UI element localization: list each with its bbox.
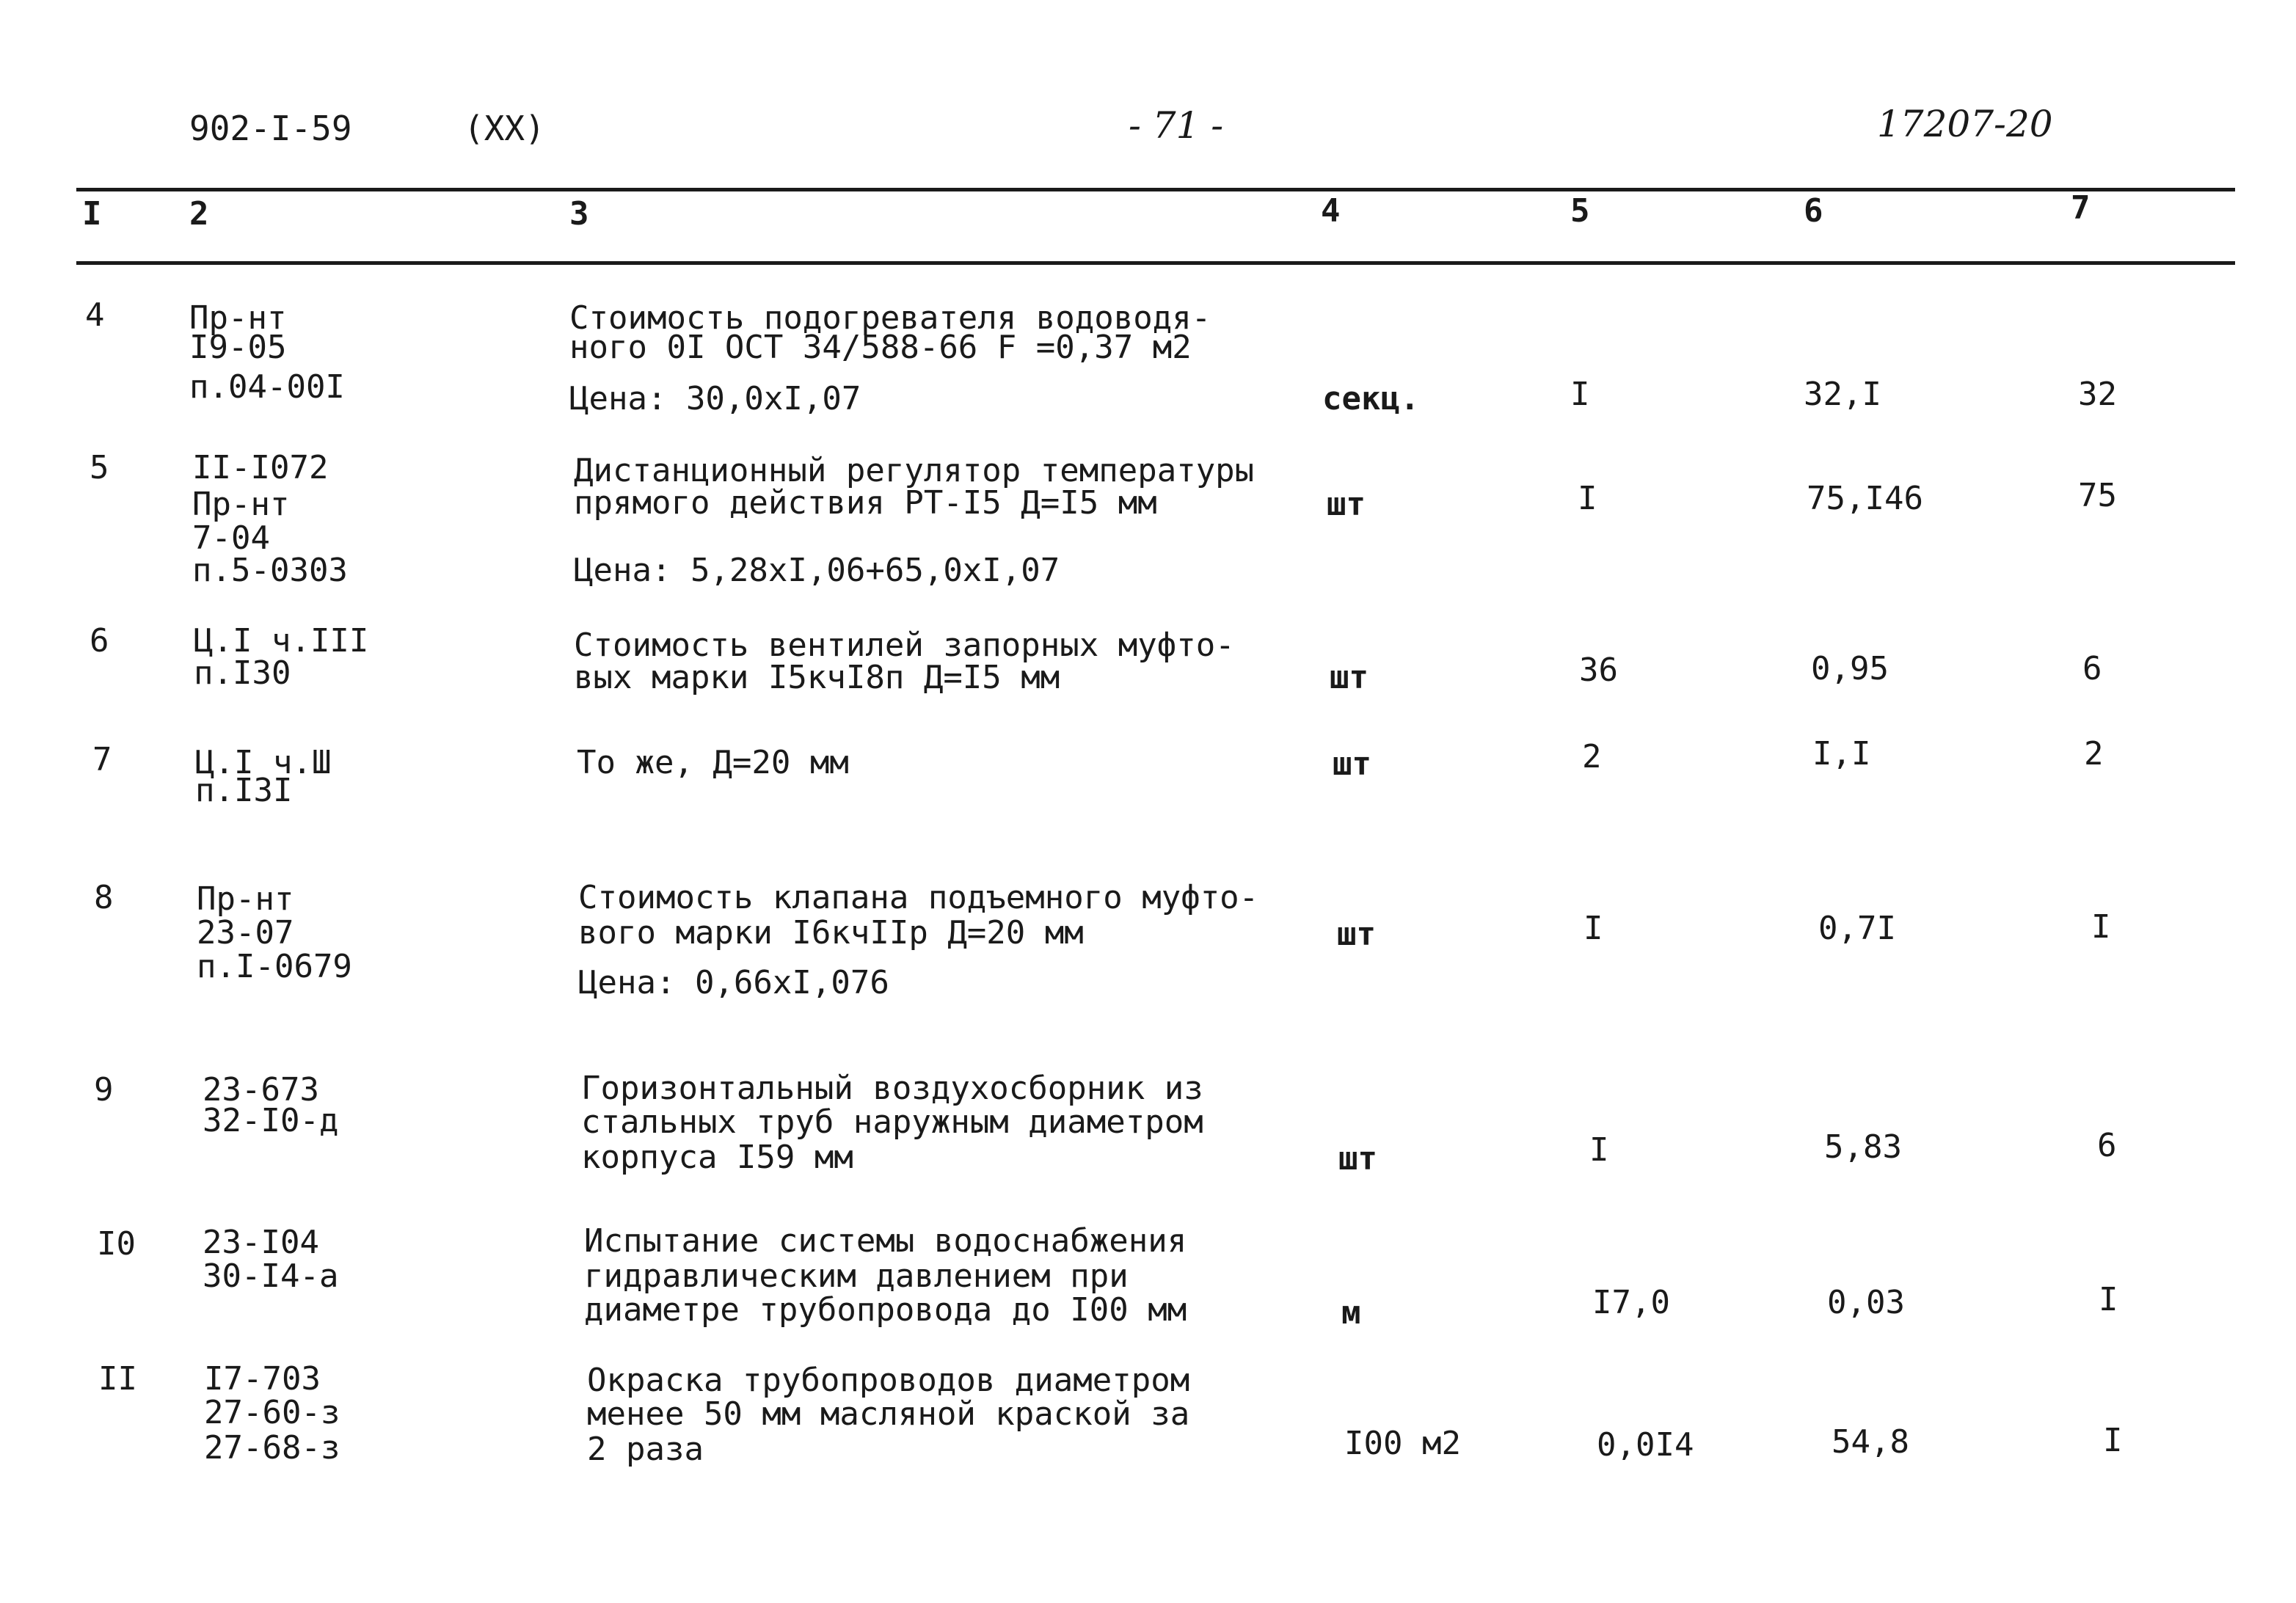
quantity: I [1589, 1131, 1609, 1169]
description-line: Стоимость клапана подъемного муфто- [578, 879, 1259, 916]
column-header-3: 3 [569, 195, 589, 233]
quantity: I [1583, 910, 1603, 947]
ref-line: I7-703 [204, 1360, 321, 1398]
column-header-5: 5 [1570, 192, 1590, 230]
unit-price: I,I [1812, 735, 1871, 773]
description-line: вого марки I6кчIIр Д=20 мм [578, 914, 1084, 952]
total: I [2103, 1422, 2123, 1459]
description-line: менее 50 мм масляной краской за [587, 1395, 1190, 1433]
unit: шт [1338, 1140, 1377, 1177]
ref-line: 23-07 [197, 914, 294, 952]
unit: шт [1333, 745, 1371, 783]
row-number: 9 [94, 1071, 114, 1109]
unit: секц. [1322, 380, 1420, 417]
column-header-7: 7 [2071, 189, 2091, 227]
ref-line: Пр-нт [192, 486, 290, 523]
quantity: 2 [1582, 738, 1602, 775]
unit: шт [1327, 486, 1366, 523]
unit-price: 32,I [1804, 376, 1881, 413]
row-number: 5 [90, 449, 109, 486]
description-line: вых марки I5кчI8п Д=I5 мм [574, 659, 1060, 696]
price-formula: Цена: 5,28хI,06+65,0хI,07 [574, 552, 1060, 589]
column-header-6: 6 [1804, 192, 1823, 230]
table-top-rule [76, 188, 2235, 191]
price-formula: Цена: 30,0хI,07 [569, 380, 861, 417]
row-number: 4 [85, 296, 105, 334]
ref-line: 27-68-з [204, 1429, 340, 1467]
ref-line: п.5-0303 [192, 552, 348, 589]
description-line: 2 раза [587, 1431, 704, 1468]
total: 2 [2084, 735, 2104, 773]
unit-price: 75,I46 [1807, 480, 1923, 517]
ref-line: 30-I4-а [203, 1257, 339, 1295]
unit: м [1341, 1294, 1361, 1332]
issue-number: (XX) [464, 109, 545, 148]
total: I [2099, 1281, 2118, 1318]
description-line: диаметре трубопровода до I00 мм [584, 1291, 1187, 1329]
ref-line: Ц.I ч.Ш [195, 744, 332, 781]
ref-line: 23-I04 [203, 1224, 319, 1261]
document-code: 902-I-59 [189, 109, 352, 148]
quantity: 36 [1579, 651, 1618, 689]
description-line: Дистанционный регулятор температуры [574, 452, 1255, 489]
total: 6 [2082, 650, 2102, 687]
unit-price: 0,7I [1818, 910, 1896, 947]
ref-line: п.I30 [194, 654, 291, 692]
ref-line: 27-60-з [204, 1394, 340, 1431]
quantity: I [1570, 376, 1590, 413]
ref-line: Пр-нт [189, 299, 287, 337]
total: 32 [2078, 376, 2117, 413]
description-line: Стоимость вентилей запорных муфто- [574, 627, 1235, 664]
column-header-4: 4 [1321, 192, 1341, 230]
description-line: Окраска трубопроводов диаметром [587, 1362, 1190, 1399]
unit-price: 0,95 [1811, 650, 1889, 687]
description-line: стальных труб наружным диаметром [581, 1103, 1203, 1141]
description-line: То же, Д=20 мм [577, 744, 849, 781]
ref-line: 7-04 [192, 519, 270, 557]
row-number: 7 [92, 741, 112, 778]
row-number: II [98, 1360, 137, 1398]
unit-price: 0,03 [1827, 1284, 1905, 1321]
price-formula: Цена: 0,66хI,076 [578, 964, 889, 1001]
column-header-1: I [82, 195, 102, 233]
table-header-rule [76, 261, 2235, 265]
description-line: ного 0I ОСТ 34/588-66 F =0,37 м2 [569, 329, 1192, 366]
sheet-reference: 17207-20 [1877, 103, 2053, 145]
unit-price: 54,8 [1832, 1423, 1909, 1461]
quantity: 0,0I4 [1597, 1426, 1694, 1464]
ref-line: Пр-нт [197, 880, 294, 918]
row-number: 6 [90, 622, 109, 660]
ref-line: 32-I0-д [203, 1102, 339, 1139]
ref-line: п.04-00I [189, 368, 345, 406]
row-number: 8 [94, 879, 114, 916]
ref-line: п.I-0679 [197, 948, 352, 985]
total: 75 [2078, 477, 2117, 514]
description-line: Стоимость подогревателя водоводя- [569, 299, 1211, 337]
description-line: корпуса I59 мм [581, 1139, 853, 1176]
quantity: I7,0 [1592, 1284, 1670, 1321]
ref-line: II-I072 [192, 449, 329, 486]
unit: шт [1337, 916, 1376, 953]
description-line: Испытание системы водоснабжения [584, 1222, 1187, 1260]
ref-line: I9-05 [189, 329, 287, 366]
ref-line: 23-673 [203, 1071, 319, 1109]
row-number: I0 [97, 1225, 136, 1263]
ref-line: Ц.I ч.III [194, 622, 369, 660]
description-line: гидравлическим давлением при [584, 1257, 1129, 1295]
description-line: Горизонтальный воздухосборник из [581, 1070, 1203, 1107]
total: 6 [2097, 1127, 2117, 1164]
description-line: прямого действия РТ-I5 Д=I5 мм [574, 484, 1157, 522]
column-header-2: 2 [189, 195, 209, 233]
page-number: - 71 - [1129, 104, 1224, 147]
ref-line: п.I3I [195, 772, 293, 809]
quantity: I [1578, 480, 1597, 517]
total: I [2091, 908, 2111, 946]
unit: I00 м2 [1344, 1425, 1461, 1462]
unit-price: 5,83 [1824, 1128, 1902, 1166]
unit: шт [1330, 659, 1369, 696]
